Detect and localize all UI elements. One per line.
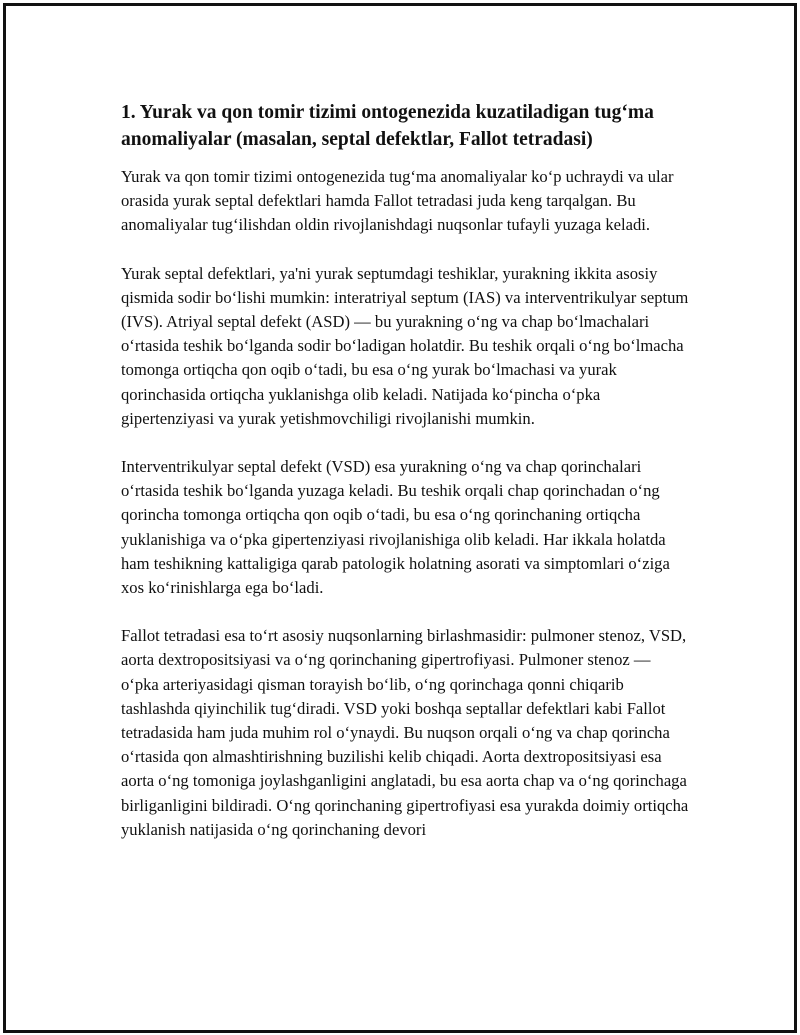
section-heading: 1. Yurak va qon tomir tizimi ontogenezida kuzatiladigan tug‘ma anomaliyalar (masalan, septal defektlar, Fallot tetradasi) — [121, 102, 654, 150]
page-frame — [3, 3, 797, 1033]
paragraph-vsd: Interventrikulyar septal defekt (VSD) esa yurakning o‘ng va chap qorinchalari o‘rtasida teshik bo‘lganda yuzaga keladi. Bu teshik orqali chap qorinchadan o‘ng qorincha tomonga ortiqcha qon oqib o‘tadi, bu esa o‘ng qorinchaning ortiqcha yuklanishiga va o‘pka gipertenziyasi rivojlanishiga olib keladi. Har ikkala holatda ham teshikning kattaligiga qarab patologik holatning asorati va simptomlari o‘ziga xos ko‘rinishlarga ega bo‘ladi. — [121, 457, 670, 598]
paragraph-fallot-tetralogy: Fallot tetradasi esa to‘rt asosiy nuqsonlarning birlashmasidir: pulmoner stenoz, VSD, aorta dextropositsiyasi va o‘ng qorinchaning gipertrofiyasi. Pulmoner stenoz — o‘pka arteriyasidagi qisman torayish bo‘lib, o‘ng qorinchaga qonni chiqarib tashlashda qiyinchilik tug‘diradi. VSD yoki boshqa septallar defektlari kabi Fallot tetradasida ham juda muhim rol o‘ynaydi. Bu nuqson orqali o‘ng va chap qorincha o‘rtasida qon almashtirishning buzilishi kelib chiqadi. Aorta dextropositsiyasi esa aorta o‘ng tomoniga joylashganligini anglatadi, bu esa aorta chap va o‘ng qorinchaga birliganligini bildiradi. O‘ng qorinchaning gipertrofiyasi esa yurakda doimiy ortiqcha yuklanish natijasida o‘ng qorinchaning devori — [121, 626, 689, 839]
paragraph-intro: Yurak va qon tomir tizimi ontogenezida tug‘ma anomaliyalar ko‘p uchraydi va ular orasida yurak septal defektlari hamda Fallot tetradasi juda keng tarqalgan. Bu anomaliyalar tug‘ilishdan oldin rivojlanishdagi nuqsonlar tufayli yuzaga keladi. — [121, 167, 674, 235]
paragraph-septal-defects: Yurak septal defektlari, ya'ni yurak septumdagi teshiklar, yurakning ikkita asosiy qismida sodir bo‘lishi mumkin: interatriyal septum (IAS) va interventrikulyar septum (IVS). Atriyal septal defekt (ASD) — bu yurakning o‘ng va chap bo‘lmachalari o‘rtasida teshik bo‘lganda sodir bo‘ladigan holatdir. Bu teshik orqali o‘ng bo‘lmacha tomonga ortiqcha qon oqib o‘tadi, bu esa o‘ng yurak bo‘lmachasi va yurak qorinchasida ortiqcha yuklanishga olib keladi. Natijada ko‘pincha o‘pka gipertenziyasi va yurak yetishmovchiligi rivojlanishi mumkin. — [121, 263, 689, 428]
document-body — [121, 99, 691, 866]
